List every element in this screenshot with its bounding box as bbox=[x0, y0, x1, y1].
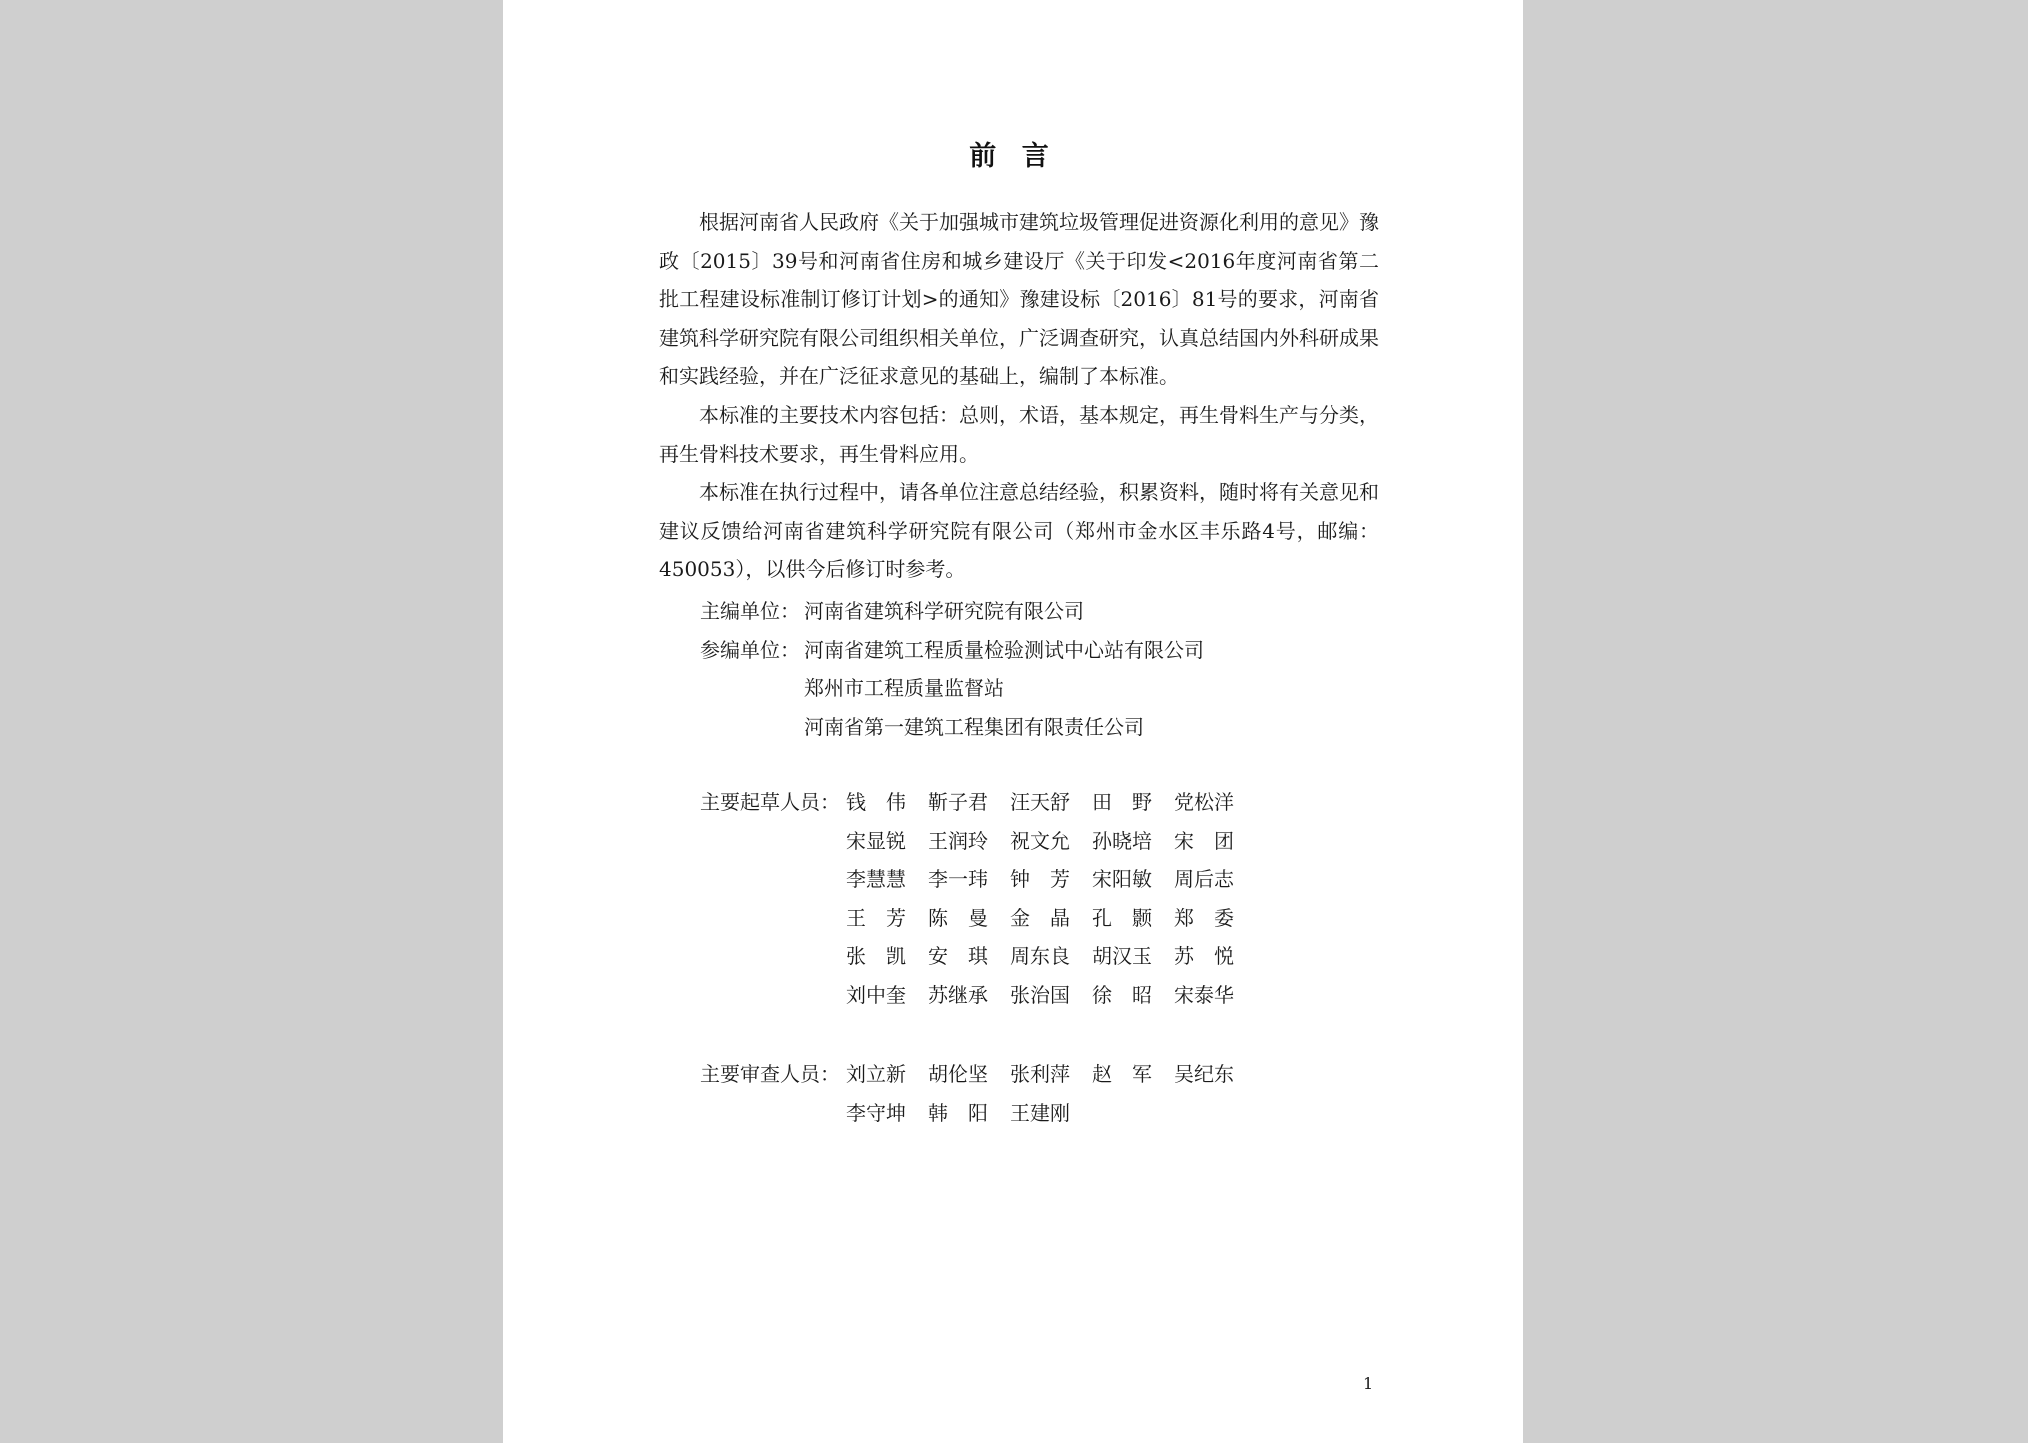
drafter-name: 周东良 bbox=[1010, 944, 1070, 969]
drafter-name: 张治国 bbox=[1010, 982, 1070, 1007]
participating-unit: 河南省第一建筑工程集团有限责任公司 bbox=[804, 714, 1144, 739]
reviewer-name: 刘立新 bbox=[846, 1062, 906, 1086]
drafters-row bbox=[700, 899, 1256, 938]
drafter-name: 钱 伟 bbox=[846, 790, 906, 814]
drafter-name: 安 琪 bbox=[928, 944, 988, 969]
drafter-name: 王 芳 bbox=[846, 905, 906, 930]
reviewer-name: 张利萍 bbox=[1010, 1062, 1070, 1086]
drafter-name: 孔 颢 bbox=[1092, 905, 1152, 930]
drafter-name: 汪天舒 bbox=[1010, 790, 1070, 814]
drafter-name: 祝文允 bbox=[1010, 828, 1070, 853]
participating-unit-row bbox=[700, 708, 1204, 747]
drafter-name: 刘中奎 bbox=[846, 982, 906, 1007]
drafter-name: 孙晓培 bbox=[1092, 828, 1152, 853]
paragraph-feedback: 本标准在执行过程中，请各单位注意总结经验，积累资料，随时将有关意见和建议反馈给河南省建筑科学研究院有限公司（郑州市金水区丰乐路4号，邮编：450053），以供今后修订时参考。 bbox=[659, 480, 1379, 582]
drafters-row bbox=[700, 783, 1256, 822]
drafters-row bbox=[700, 976, 1256, 1015]
participating-unit: 郑州市工程质量监督站 bbox=[804, 676, 1004, 701]
reviewer-name: 吴纪东 bbox=[1174, 1062, 1234, 1086]
drafters-label: 主要起草人员： bbox=[700, 790, 840, 814]
drafter-name: 宋泰华 bbox=[1174, 982, 1234, 1007]
page-title: 前 言 bbox=[969, 141, 1057, 172]
participating-unit: 河南省建筑工程质量检验测试中心站有限公司 bbox=[804, 637, 1204, 662]
drafter-name: 陈 曼 bbox=[928, 905, 988, 930]
drafter-name: 宋显锐 bbox=[846, 828, 906, 853]
paragraph-content: 本标准的主要技术内容包括：总则，术语，基本规定，再生骨料生产与分类，再生骨料技术要求，再生骨料应用。 bbox=[659, 402, 1379, 466]
document-page bbox=[503, 0, 1523, 1443]
drafter-name: 金 晶 bbox=[1010, 905, 1070, 930]
drafter-name: 李慧慧 bbox=[846, 867, 906, 892]
reviewer-name: 李守坤 bbox=[846, 1100, 906, 1125]
drafter-name: 李一玮 bbox=[928, 867, 988, 892]
chief-unit-label: 主编单位： bbox=[700, 599, 800, 623]
drafter-name: 胡汉玉 bbox=[1092, 944, 1152, 969]
drafter-name: 靳子君 bbox=[928, 790, 988, 814]
reviewer-name: 王建刚 bbox=[1010, 1100, 1070, 1125]
chief-unit-row bbox=[700, 592, 1204, 631]
preface-body bbox=[659, 203, 1379, 589]
drafters-row bbox=[700, 937, 1256, 976]
drafter-name: 张 凯 bbox=[846, 944, 906, 969]
drafter-name: 宋 团 bbox=[1174, 828, 1234, 853]
chief-unit: 河南省建筑科学研究院有限公司 bbox=[804, 599, 1084, 623]
reviewers-label: 主要审查人员： bbox=[700, 1062, 840, 1086]
drafters-row bbox=[700, 860, 1256, 899]
participating-unit-row bbox=[700, 631, 1204, 670]
drafter-name: 周后志 bbox=[1174, 867, 1234, 892]
participating-unit-label: 参编单位： bbox=[700, 637, 800, 662]
drafters-row bbox=[700, 822, 1256, 861]
page-number: 1 bbox=[1363, 1374, 1374, 1393]
drafter-name: 党松洋 bbox=[1174, 790, 1234, 814]
drafter-name: 钟 芳 bbox=[1010, 867, 1070, 892]
drafter-name: 田 野 bbox=[1092, 790, 1152, 814]
drafter-name: 宋阳敏 bbox=[1092, 867, 1152, 892]
participating-unit-row bbox=[700, 669, 1204, 708]
reviewer-name: 赵 军 bbox=[1092, 1062, 1152, 1086]
reviewers-row bbox=[700, 1055, 1256, 1094]
reviewers-section bbox=[700, 1055, 1256, 1132]
units-section bbox=[700, 592, 1204, 746]
reviewers-row bbox=[700, 1094, 1256, 1133]
paragraph-basis: 根据河南省人民政府《关于加强城市建筑垃圾管理促进资源化利用的意见》豫政〔2015〕39号和河南省住房和城乡建设厅《关于印发<2016年度河南省第二批工程建设标准制订修订计划>的通知》豫建设标〔2016〕81号的要求，河南省建筑科学研究院有限公司组织相关单位，广泛调查研究，认真总结国内外科研成果和实践经验，并在广泛征求意见的基础上，编制了本标准。 bbox=[659, 210, 1379, 389]
drafter-name: 苏 悦 bbox=[1174, 944, 1234, 969]
drafter-name: 苏继承 bbox=[928, 982, 988, 1007]
reviewer-name: 韩 阳 bbox=[928, 1100, 988, 1125]
drafter-name: 郑 委 bbox=[1174, 905, 1234, 930]
drafter-name: 王润玲 bbox=[928, 828, 988, 853]
drafters-section bbox=[700, 783, 1256, 1015]
reviewer-name: 胡伦坚 bbox=[928, 1062, 988, 1086]
drafter-name: 徐 昭 bbox=[1092, 982, 1152, 1007]
